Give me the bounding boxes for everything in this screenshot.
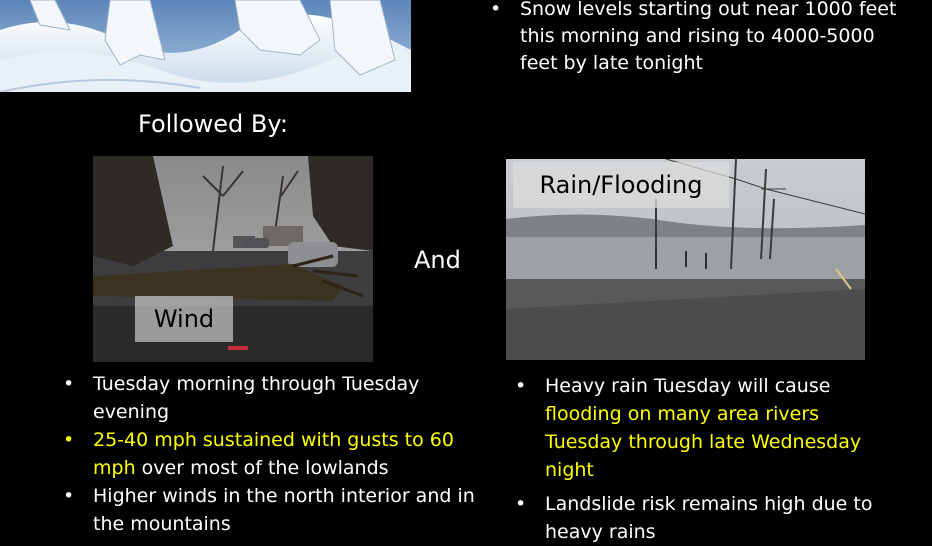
snow-level-bullets (490, 0, 910, 77)
list-item: • 25-40 mph sustained with gusts to 60 mph over most of the lowlands (63, 426, 483, 482)
list-item: • Snow levels starting out near 1000 feet this morning and rising to 4000-5000 feet by late tonight (490, 0, 910, 77)
rain-bullets (515, 372, 895, 546)
list-item: • Tuesday morning through Tuesday evening (63, 370, 483, 426)
wind-label: Wind (135, 296, 233, 342)
rain-flooding-label: Rain/Flooding (513, 162, 729, 208)
list-item: • Landslide risk remains high due to heavy rains (515, 490, 895, 546)
wind-bullets (63, 370, 483, 538)
and-label: And (414, 246, 461, 274)
snow-photo (0, 0, 411, 92)
list-item: • Higher winds in the north interior and in the mountains (63, 482, 483, 538)
list-item: • Heavy rain Tuesday will cause flooding on many area rivers Tuesday through late Wednesday night (515, 372, 895, 484)
followed-by-heading: Followed By: (138, 110, 288, 138)
